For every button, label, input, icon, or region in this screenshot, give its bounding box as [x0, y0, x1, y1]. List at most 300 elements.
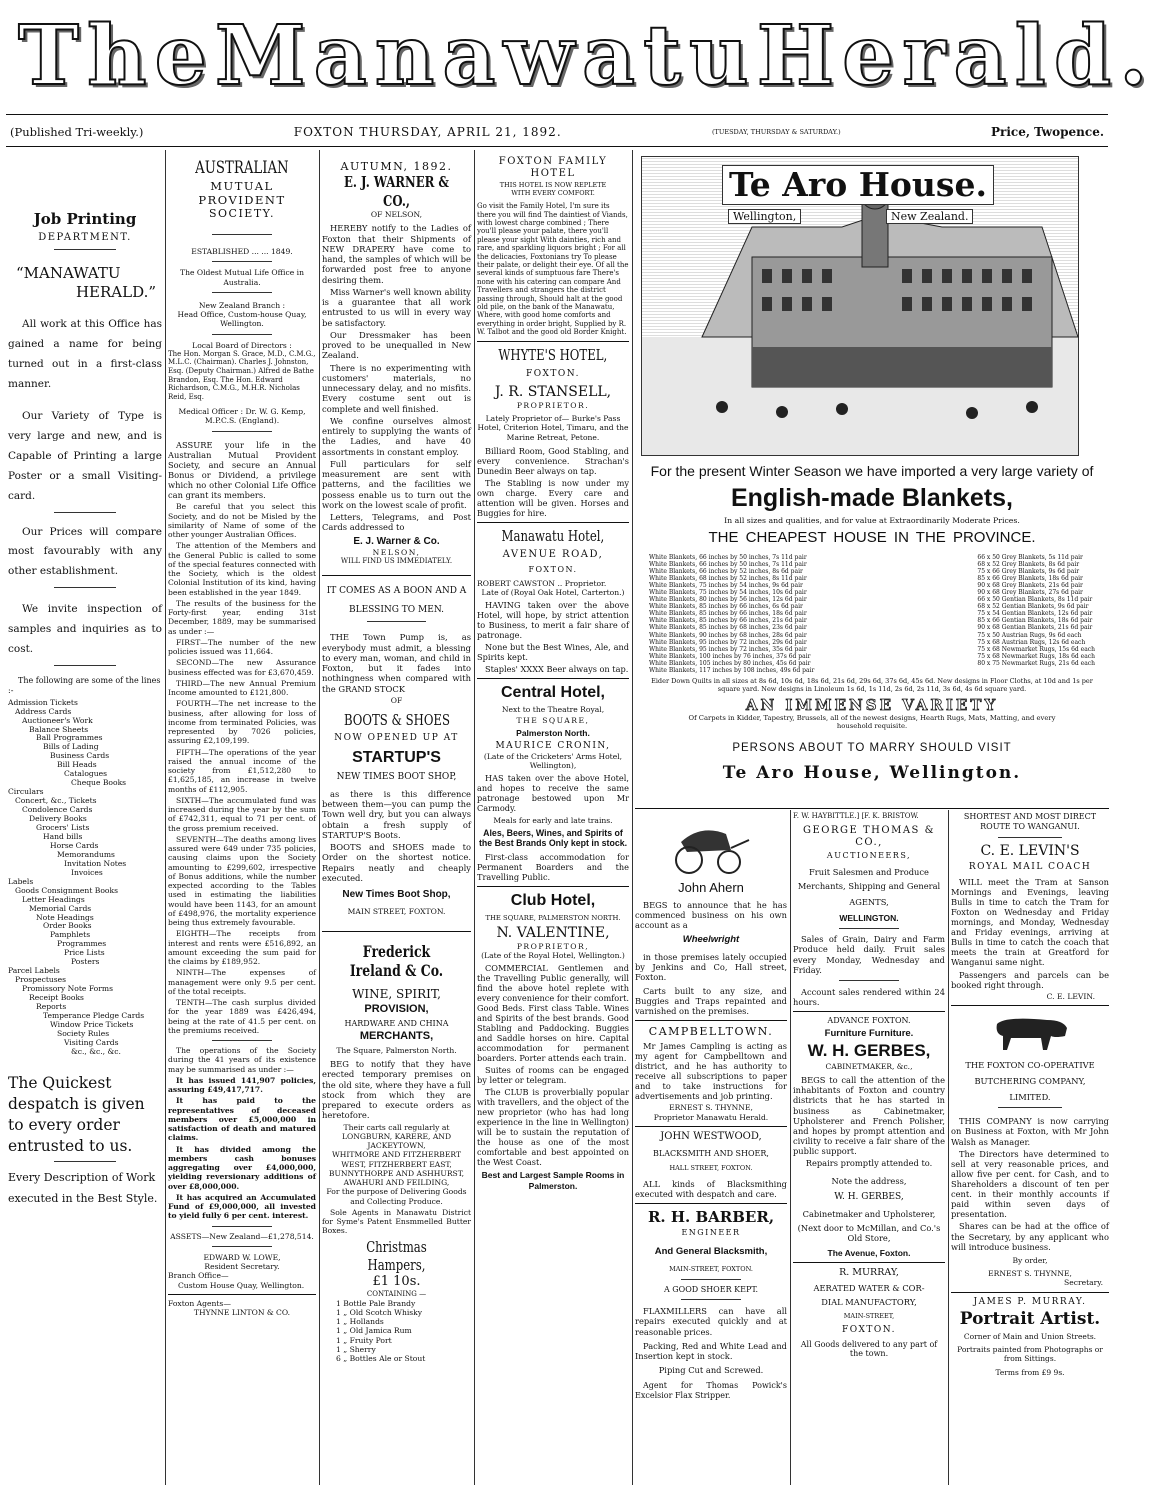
coop-secretary: Secretary. — [1064, 1278, 1103, 1288]
column-warner-startup-ireland — [322, 152, 471, 1482]
dateline-rule — [6, 146, 1108, 147]
club-valentine: N. VALENTINE, — [496, 924, 610, 941]
r-murray: R. MURRAY, — [839, 1266, 899, 1278]
grey-blanket-price: 90 x 68 Grey Blankets, 27s 6d pair — [977, 589, 1083, 597]
column-levin-coop-murray — [951, 812, 1109, 1482]
job-line-item: Note Headings — [36, 912, 94, 922]
column-job-printing — [8, 152, 162, 1482]
white-blanket-price: White Blankets, 105 inches by 80 inches, 45s 6d pair — [649, 659, 811, 667]
masthead-rule — [6, 114, 1108, 115]
masthead — [0, 0, 1156, 112]
startups: STARTUP'S — [352, 749, 441, 767]
bullock-icon — [985, 1010, 1075, 1056]
amp-australian: AUSTRALIAN — [195, 158, 289, 178]
murray-portraits: Portraits painted from Photographs or from Sittings. — [957, 1345, 1103, 1364]
publication-days: (TUESDAY, THURSDAY & SATURDAY.) — [711, 128, 841, 136]
cordial-factory: DIAL MANUFACTORY, — [821, 1296, 917, 1307]
grey-blanket-price: 85 x 66 Gentian Blankets, 18s 6d pair — [977, 617, 1093, 625]
job-line-item: Order Books — [43, 921, 92, 931]
ch-firstclass: First-class accommodation for Permanent Boarders and the Travelling Public. — [477, 852, 629, 883]
grey-blanket-price: 66 x 50 Grey Blankets, 5s 11d pair — [977, 553, 1083, 561]
column-rule — [474, 150, 475, 1485]
grey-blanket-price: 75 x 66 Grey Blankets, 9s 6d pair — [977, 567, 1080, 575]
white-blanket-price: White Blankets, 117 inches by 108 inches, 49s 6d pair — [649, 666, 815, 674]
hamper-item: 1 „ Old Jamica Rum — [336, 1326, 412, 1336]
amp-assets: ASSETS—New Zealand—£1,278,514. — [170, 1231, 314, 1241]
fi-provision: PROVISION, — [364, 1003, 429, 1016]
job-line-item: Circulars — [8, 787, 44, 797]
published-tri-weekly: (Published Tri-weekly.) — [10, 125, 144, 139]
job-line-item: Address Cards — [15, 706, 72, 716]
startup-of: OF — [390, 695, 403, 705]
job-p1: All work at this Office has gained a name for being turned out in a first-class manner. — [8, 318, 162, 390]
job-line-item: Delivery Books — [29, 814, 87, 824]
amp-s17: It has paid to the representatives of deceased members over £5,000,000 in satisfaction of death and matured claims. — [168, 1096, 316, 1143]
hamper-price: £1 10s. — [372, 1274, 421, 1290]
murray-terms: Terms from £9 9s. — [995, 1367, 1065, 1377]
job-line-item: Condolence Cards — [22, 805, 93, 815]
foxton-coop: THE FOXTON CO-OPERATIVE — [965, 1060, 1095, 1070]
town-pump: THE Town Pump is, as everybody must admit, a blessing to every man, woman, and child in Foxton, but it fades into nothingness when compared with the GRAND STOCK — [322, 632, 471, 694]
job-line-item: Invitation Notes — [64, 858, 127, 868]
ahern-carts: Carts built to any size, and Buggies and Traps repainted and varnished on the premises. — [635, 986, 787, 1017]
coop-limited: LIMITED. — [1009, 1092, 1051, 1103]
club-comm: COMMERCIAL Gentlemen and the Travelling Public generally, will find the above hotel replete with every convenience for their comfort. Good Beds. First class Table. Wines and Spirits of the best brands. Good Stabling and Paddocking. Buggies and Saddle horses on hire. Capital accommodation for permanent boarders. Porter attends each train. — [477, 963, 629, 1064]
column-hotels — [477, 152, 629, 1482]
warner-w6: Full particulars for self measurement are sent with patterns, and the facilities we possess enable us to turn out the work on the lowest scale of profit. — [322, 458, 471, 510]
warner-firm: E. J. WARNER & CO., — [343, 173, 450, 210]
job-line-item: Bill Heads — [57, 760, 97, 770]
mh-late: Late of (Royal Oak Hotel, Carterton.) — [481, 588, 625, 598]
warner-w2: Miss Warner's well known ability is a guarantee that all work entrusted to us will in every way be satisfactory. — [322, 286, 471, 328]
column-rule — [319, 150, 320, 1485]
amp-s2: Be careful that you select this Society, and do not be Misled by the similarity of Name of some of the other younger Australian Offices. — [168, 502, 316, 540]
amp-oldest: The Oldest Mutual Life Office in Australia. — [180, 268, 304, 287]
whytes-proprietor: PROPRIETOR. — [516, 400, 590, 410]
startup-p2: as there is this difference between them—you can pump the Town well dry, but you can always obtain a fresh supply of STARTUP'S Boots. — [322, 788, 471, 840]
column-amp-society — [168, 152, 316, 1482]
amp-mutual-provident: MUTUAL PROVIDENT — [198, 178, 286, 207]
gerbes-note: Note the address, — [831, 1176, 907, 1187]
job-line-item: Admission Tickets — [8, 697, 78, 707]
amp-board: Local Board of Directors : — [192, 340, 292, 350]
white-blanket-price: White Blankets, 95 inches by 72 inches, 29s 6d pair — [649, 638, 807, 646]
job-line-item: Pamphlets — [50, 930, 91, 940]
department-label: DEPARTMENT. — [38, 232, 132, 244]
campbelltown-text: Mr James Campling is acting as my agent for Campbelltown and district, and he has authority to receive all subscriptions to paper and to take instructions for advertisements and job printing. — [635, 1040, 787, 1102]
all-sizes: In all sizes and qualities, and for value at Extraordinarily Moderate Prices. — [724, 515, 1020, 525]
amp-head-office: Head Office, Custom-house Quay, Wellington. — [177, 310, 307, 329]
family-hotel-title: FOXTON FAMILY HOTEL — [498, 156, 608, 180]
murray-corner: Corner of Main and Union Streets. — [963, 1332, 1097, 1342]
mh-staples: Staples' XXXX Beer always on tap. — [485, 663, 629, 674]
mh-cawston: ROBERT CAWSTON .. Proprietor. — [477, 579, 607, 589]
grey-blankets-list — [977, 554, 1095, 674]
barber-blacksmith: And General Blacksmith, — [654, 1246, 768, 1258]
gerbes-next-door: (Next door to McMillan, and Co.'s Old Store, — [797, 1223, 941, 1244]
wheelwright: Wheelwright — [682, 934, 740, 946]
gerbes-avenue: The Avenue, Foxton. — [827, 1247, 911, 1258]
white-blanket-price: White Blankets, 68 inches by 52 inches, 8s 11d pair — [649, 574, 807, 582]
white-blankets-list — [649, 554, 814, 674]
te-aro-bottom-rule — [635, 808, 1109, 809]
warner-autumn: AUTUMN, 1892. — [340, 160, 453, 173]
powick-agent: Agent for Thomas Powick's Excelsior Flax Stripper. — [635, 1381, 787, 1400]
fi-square: The Square, Palmerston North. — [336, 1045, 457, 1055]
job-line-item: Parcel Labels — [8, 966, 60, 976]
te-aro-wellington-footer: Te Aro House, Wellington. — [722, 762, 1022, 783]
amp-foxton-agents-2: THYNNE LINTON & CO. — [193, 1308, 291, 1318]
amp-s12: EIGHTH—The receipts from interest and rents were £516,892, an amount exceeding the sum paid for the claims by £189,952. — [168, 929, 316, 967]
job-line-item: Temperance Pledge Cards — [43, 1011, 145, 1020]
boon-2: BLESSING TO MEN. — [348, 605, 444, 616]
column-rule — [165, 150, 166, 1485]
white-blanket-price: White Blankets, 66 inches by 50 inches, 7s 11d pair — [649, 553, 807, 561]
amp-s14: TENTH—The cash surplus divided for the year 1889 was £426,494, being at the rate of 41.5 per cent. on the premiums received. — [168, 998, 316, 1035]
good-shoer: A GOOD SHOER KEPT. — [663, 1284, 759, 1294]
job-p3: Our Prices will compare most favourably with any other establishment. — [8, 525, 162, 578]
gerbes-name2: W. H. GERBES, — [834, 1192, 904, 1203]
club-proprietor: PROPRIETOR, — [516, 941, 590, 951]
mh-foxton: FOXTON. — [528, 565, 578, 575]
amp-s11: SEVENTH—The deaths among lives assured were 649 under 735 policies, causing claims upon the Society amounting to £299,602, irrespective of Bonus additions, while the number expected according to the Tables used in estimating the liabilities would have been 1143, for an amount of £498,976, the mortality experience being thus extremely favourable. — [168, 834, 316, 928]
carpets: Of Carpets in Kidder, Tapestry, Brussels, all of the newest designs, Hearth Rugs, Mats, Matting, and every household requisite. — [688, 714, 1056, 731]
job-line-item: Visiting Cards — [64, 1037, 119, 1047]
herald-quote-1: “MANAWATU — [16, 264, 121, 283]
job-printing-heading: Job Printing — [33, 210, 137, 228]
ch-palmerston: Palmerston North. — [516, 727, 590, 738]
job-line-item: Society Rules — [57, 1028, 110, 1038]
whytes-lately: Lately Proprietor of— Burke's Pass Hotel, Criterion Hotel, Timaru, and the Marine Retreat, Petone. — [477, 414, 629, 442]
coop-thynne: ERNEST S. THYNNE, — [988, 1269, 1072, 1278]
grey-blanket-price: 66 x 50 Gentian Blankets, 8s 11d pair — [977, 596, 1093, 604]
thomas-accounts: Account sales rendered within 24 hours. — [793, 986, 945, 1007]
boots-shoes: BOOTS & SHOES — [343, 711, 450, 730]
grey-blanket-price: 75 x 68 Newmarket Rugs, 18s 6d each — [977, 652, 1095, 660]
amp-s7: THIRD—The new Annual Premium Income amounted to £121,800. — [168, 678, 316, 698]
barber-engineer: ENGINEER — [681, 1228, 741, 1238]
new-times-boot-shop: NEW TIMES BOOT SHOP, — [336, 771, 457, 782]
amp-s9: FIFTH—The operations of the year raised the annual income of the society from £1,512,280 to £1,625,185, an increase in twelve months of £112,905. — [168, 747, 316, 794]
fi-hardware: HARDWARE AND CHINA — [344, 1018, 449, 1028]
amp-sig1: EDWARD W. LOWE, — [203, 1252, 281, 1262]
murray-main-street: MAIN-STREET, — [843, 1311, 895, 1320]
amp-branch: New Zealand Branch : — [198, 300, 286, 310]
white-blanket-price: White Blankets, 66 inches by 52 inches, 8s 6d pair — [649, 567, 803, 575]
christmas-hampers: Christmas Hampers, — [366, 1237, 427, 1274]
barber-main-street: MAIN-STREET, FOXTON. — [669, 1264, 753, 1273]
murray-goods: All Goods delivered to any part of the town. — [800, 1339, 938, 1359]
ahern-begs: BEGS to announce that he has commenced business on his own account as a — [635, 899, 787, 931]
rh-barber: R. H. BARBER, — [647, 1208, 775, 1227]
amp-s6: SECOND—The new Assurance business effected was for £3,670,459. — [168, 658, 316, 677]
white-blanket-price: White Blankets, 85 inches by 66 inches, 6s 6d pair — [649, 603, 803, 611]
thomas-sales: Sales of Grain, Dairy and Farm Produce held daily. Fruit sales every Monday, Wednesday and Friday. — [793, 934, 945, 975]
job-line-item: Ball Programmes — [36, 733, 103, 743]
club-square: THE SQUARE, PALMERSTON NORTH. — [485, 913, 621, 922]
job-line-item: Programmes — [57, 939, 107, 949]
warner-will-find: WILL FIND US IMMEDIATELY. — [340, 556, 453, 565]
ch-ales: Ales, Beers, Wines, and Spirits of the Best Brands Only kept in stock. — [478, 827, 628, 849]
amp-branch-office-2: Custom House Quay, Wellington. — [178, 1280, 305, 1290]
amp-s1: ASSURE your life in the Australian Mutual Provident Society, and secure an Annual Bonus or Dividend, a privilege which no other Colonial Life Office can grant its members. — [168, 439, 316, 501]
grey-blanket-price: 75 x 50 Austrian Rugs, 9s 6d each — [977, 631, 1082, 639]
ch-cronin: MAURICE CRONIN, — [495, 740, 611, 751]
blanket-price-list — [635, 554, 1109, 674]
job-line-item: Memorial Cards — [29, 903, 92, 913]
warner-nelson: NELSON, — [372, 547, 421, 557]
thynne-title: Proprietor Manawatu Herald. — [653, 1112, 769, 1122]
te-aro-house-ad — [635, 152, 1109, 807]
job-line-item: Labels — [8, 876, 34, 886]
white-blanket-price: White Blankets, 80 inches by 56 inches, 12s 6d pair — [649, 596, 807, 604]
hamper-item: 6 „ Bottles Ale or Stout — [336, 1354, 426, 1364]
job-line-item: Concert, &c., Tickets — [15, 796, 97, 806]
grey-blanket-price: 75 x 54 Gentian Blankets, 12s 6d pair — [977, 610, 1093, 618]
gerbes-repairs: Repairs promptly attended to. — [805, 1158, 933, 1169]
auctioneers: AUCTIONEERS, — [826, 850, 912, 860]
job-line-item: Auctioneer's Work — [22, 715, 93, 725]
english-blankets: English-made Blankets, — [730, 484, 1014, 513]
family-hotel-comfort: WITH EVERY COMFORT. — [511, 189, 595, 198]
central-hotel: Central Hotel, — [500, 683, 605, 701]
gerbes-begs: BEGS to call the attention of the inhabitants of Foxton and country districts that he has started in business as Cabinetmaker, Upholsterer and French Polisher, and hopes by prompt attention and civility to receive a fair share of the public support. — [793, 1075, 945, 1156]
amp-sig2: Resident Secretary. — [204, 1262, 280, 1272]
advance-foxton: ADVANCE FOXTON. — [827, 1015, 911, 1025]
coop-directors: The Directors have determined to sell at very reasonable prices, and allow five per cent. for Cash, and to Shareholders a discount of ten per cent. in their monthly accounts if paid within seven days of presentation. — [951, 1148, 1109, 1220]
herald-quote-2: HERALD.” — [75, 282, 156, 301]
amp-branch-office: Branch Office— — [168, 1271, 229, 1281]
warner-of-nelson: OF NELSON, — [370, 210, 423, 219]
job-line-item: Prospectuses — [15, 975, 67, 985]
george-thomas: GEORGE THOMAS & CO., — [803, 824, 935, 848]
masthead-word-manawatu: Manawatu — [214, 8, 757, 104]
flaxmillers: FLAXMILLERS can have all repairs executed quickly and at reasonable prices. — [635, 1306, 787, 1337]
job-line-item: Invoices — [71, 867, 103, 877]
thynne-sig: ERNEST S. THYNNE, — [669, 1103, 753, 1113]
white-blanket-price: White Blankets, 85 inches by 66 inches, 18s 6d pair — [649, 610, 807, 618]
amp-s18: It has divided among the members cash bonuses aggregating over £4,000,000, yielding reversionary additions of over £8,000,000. — [168, 1144, 316, 1191]
hamper-item: 1 Bottle Pale Brandy — [336, 1298, 416, 1308]
te-aro-nz: New Zealand. — [886, 209, 973, 224]
job-line-item: Bills of Lading — [43, 742, 99, 752]
grey-blanket-price: 90 x 68 Gentian Blankets, 21s 6d pair — [977, 624, 1093, 632]
warner-w5: We confine ourselves almost entirely to supplying the wants of the Ladies, and have 40 assortments in constant employ. — [322, 415, 471, 457]
fi-f1: BEG to notify that they have erected temporary premises on the old site, where they have a full stock from which they are prepared to execute orders as heretofore. — [322, 1059, 471, 1121]
job-line-item: Hand bills — [43, 831, 83, 841]
job-p4: We invite inspection of samples and inquiries as to cost. — [8, 603, 162, 656]
job-line-item: Memorandums — [57, 849, 115, 859]
eider-down: Eider Down Quilts in all sizes at 8s 6d, 10s 6d, 18s 6d, 21s 6d, 29s 6d, 37s 6d, 45s 6d. New designs in Floor Cloths, at 10d and 1s per square yard. New designs in Linoleum 1s 6d, 1s 11d, 2s 6d, 2s 11d, 3s 6d, 4s 6d square yard. — [651, 677, 1093, 693]
grey-blanket-price: 80 x 75 Newmarket Rugs, 21s 6d each — [977, 659, 1095, 667]
job-line-item: Posters — [71, 957, 100, 967]
warner-w7: Letters, Telegrams, and Post Cards addressed to — [322, 512, 471, 533]
fi-f5: Sole Agents in Manawatu District for Syme's Patent Ensmmelled Butter Boxes. — [322, 1207, 471, 1236]
james-murray: JAMES P. MURRAY. — [973, 1296, 1087, 1307]
white-blanket-price: White Blankets, 100 inches by 76 inches, 37s 6d pair — [649, 652, 811, 660]
new-times-bold: New Times Boot Shop, — [342, 889, 451, 901]
campbelltown: CAMPBELLTOWN. — [648, 1025, 774, 1039]
whytes-stabling: The Stabling is now under my own charge. Every care and attention will be given. Horses and Buggies for hire. — [477, 477, 629, 518]
club-suites: Suites of rooms can be engaged by letter or telegram. — [477, 1065, 629, 1086]
thomas-wellington: WELLINGTON. — [839, 912, 899, 923]
mh-having: HAVING taken over the above Hotel, will hope, by strict attention to Business, to merit a fair share of patronage. — [477, 599, 629, 640]
startup-main-street: MAIN STREET, FOXTON. — [347, 907, 446, 917]
white-blanket-price: White Blankets, 66 inches by 50 inches, 7s 11d pair — [649, 560, 807, 568]
white-blanket-price: White Blankets, 75 inches by 54 inches, 9s 6d pair — [649, 582, 803, 589]
amp-s5: FIRST—The number of the new policies issued was 11,664. — [168, 637, 316, 657]
blacksmith-shoer: BLACKSMITH AND SHOER, — [653, 1149, 769, 1159]
levin-sig: C. E. LEVIN. — [1046, 991, 1095, 1001]
amp-s19: It has acquired an Accumulated Fund of £9,000,000, all invested to yield fully 6 per cent. interest. — [168, 1192, 316, 1221]
masthead-word-herald: Herald. — [756, 8, 1156, 104]
every-description: Every Description of Work executed in the Best Style. — [8, 1171, 158, 1206]
amp-foxton-agents: Foxton Agents— — [168, 1298, 231, 1308]
fruit-salesmen: Fruit Salesmen and Produce Merchants, Shipping and General — [797, 866, 941, 891]
levin-will: WILL meet the Tram at Sanson Mornings and Evenings, leaving Bulls in time to catch the Tram for Foxton on Wednesday and Friday mornings, and Monday, Wednesday and Friday evenings, arriving at Bulls in time to catch the coach that meets the train at Greatford for Wanganui same night. — [951, 876, 1109, 968]
fi-merchants: MERCHANTS, — [359, 1030, 434, 1043]
job-line-item: Receipt Books — [29, 993, 84, 1003]
hamper-item: 1 „ Fruity Port — [336, 1335, 392, 1345]
job-line-item: Balance Sheets — [29, 724, 89, 734]
lines-intro: The following are some of the lines :- — [8, 676, 161, 695]
job-line-item: Window Price Tickets — [50, 1019, 134, 1029]
hamper-item: 1 „ Old Scotch Whisky — [336, 1307, 423, 1317]
amp-directors: The Hon. Morgan S. Grace, M.D., C.M.G., M.L.C. (Chairman). Charles J. Johnston, Esq. (Deputy Chairman.) Alfred de Bathe Brandon, Esq. The Hon. Edward Richardson, C.M.G., M.H.R. Nicholas Reid, Esq. — [168, 349, 316, 401]
winter-season: For the present Winter Season we have imported a very large variety of — [650, 463, 1094, 479]
family-hotel-poem: Go visit the Family Hotel, I'm sure its there you will find The daintiest of Viands, with lowest charge combined ; There you'll please your palate, there you'll please your sight With dainties, rich and rare, and sparkling liquors bright ; For all the delicacies, Foxtonians try To please their palate, or delight their eye. Of all the several kinds of sumptuous fare There's none with his catering can compare And Travellers and strangers the district passing through, Should halt at the good old pile, on the bank of the Manawatu, Where, with good home comforts and everything in order bright, Supplied by R. W. Talbot and the good old Border Knight. — [477, 202, 629, 337]
date-place: FOXTON THURSDAY, APRIL 21, 1892. — [293, 125, 562, 139]
amp-s3: The attention of the Members and the General Public is called to some of the special features connected with the Society, which is the oldest Colonial Institution of its kind, having been established in the year 1849. — [168, 541, 316, 597]
warner-w3: Our Dressmaker has been proved to be unequalled in New Zealand. — [322, 329, 471, 361]
opened-up: NOW OPENED UP AT — [334, 733, 459, 744]
route-wanganui: ROUTE TO WANGANUI. — [980, 821, 1080, 831]
amp-s8: FOURTH—The net increase to the business, after allowing for loss of income from terminated Policies, was represented by 7026 policies, assuring £2,109,199. — [168, 699, 316, 746]
amp-s16: It has issued 141,907 policies, assuring £49,417,717. — [168, 1075, 316, 1095]
furniture: Furniture Furniture. — [824, 1027, 914, 1039]
fi-f2: Their carts call regularly at LONGBURN, KARERE, AND JACKEYTOWN, — [341, 1122, 452, 1151]
price: Price, Twopence. — [990, 125, 1104, 139]
job-line-item: Promissory Note Forms — [22, 984, 113, 994]
butchering-company: BUTCHERING COMPANY, — [974, 1076, 1086, 1087]
amp-s15: The operations of the Society during the 41 years of its existence may be summarised as under :— — [168, 1046, 316, 1074]
ce-levins: C. E. LEVIN'S — [980, 842, 1080, 859]
fi-f4: For the purpose of Delivering Goods and Collecting Produce. — [326, 1187, 467, 1206]
piping: Piping Cut and Screwed. — [658, 1364, 764, 1375]
column-rule — [790, 810, 791, 1485]
ch-meals: Meals for early and late trains. — [493, 816, 613, 826]
royal-mail-coach: ROYAL MAIL COACH — [968, 861, 1092, 872]
family-hotel-replete: THIS HOTEL IS NOW REPLETE — [499, 181, 607, 190]
masthead-title — [0, 6, 1156, 106]
job-line-item: Cheque Books — [71, 778, 127, 788]
warner-w1: HEREBY notify to the Ladies of Foxton that their Shipments of NEW DRAPERY have come to hand, the samples of which will be forwarded post free to anyone desiring them. — [322, 223, 471, 285]
white-blanket-price: White Blankets, 85 inches by 66 inches, 21s 6d pair — [649, 617, 807, 625]
job-line-item: Business Cards — [50, 751, 110, 761]
warner-w4: There is no experimenting with customers' materials, no unnecessary delay, and no misfits. Every costume sent out is complete and well finished. — [322, 362, 471, 414]
manawatu-hotel: Manawatu Hotel, — [501, 526, 605, 545]
club-late: (Late of the Royal Hotel, Wellington.) — [481, 951, 625, 961]
job-p2: Our Variety of Type is very large and new, and is Capable of Printing a large Poster or a small Visiting-card. — [8, 409, 162, 502]
cheapest-house: THE CHEAPEST HOUSE IN THE PROVINCE. — [708, 529, 1036, 547]
ch-has: HAS taken over the above Hotel, and hopes to receive the same patronage bestowed upon Mr Carmody. — [477, 773, 629, 814]
job-line-item: Price Lists — [64, 948, 105, 958]
column-thomas-gerbes-murray — [793, 812, 945, 1482]
ch-late: (Late of the Cricketers' Arms Hotel, Wellington), — [483, 751, 623, 771]
white-blanket-price: White Blankets, 75 inches by 54 inches, 10s 6d pair — [649, 589, 807, 597]
grey-blanket-price: 75 x 68 Newmarket Rugs, 15s 6d each — [977, 645, 1095, 653]
club-best: Best and Largest Sample Rooms in Palmerston. — [481, 1170, 625, 1191]
westwood-all: ALL kinds of Blacksmithing executed with despatch and care. — [635, 1178, 787, 1199]
hamper-list — [322, 1299, 471, 1364]
carriage-icon — [671, 822, 751, 876]
boon-1: IT COMES AS A BOON AND A — [326, 586, 467, 597]
john-ahern: John Ahern — [678, 880, 744, 895]
john-westwood: JOHN WESTWOOD, — [660, 1130, 762, 1142]
cabinetmaker: CABINETMAKER, &c., — [825, 1062, 913, 1072]
amp-society: SOCIETY. — [208, 206, 276, 220]
job-line-item: Letter Headings — [22, 894, 85, 904]
grey-blanket-price: 90 x 68 Grey Blankets, 21s 6d pair — [977, 582, 1083, 589]
amp-s10: SIXTH—The accumulated fund was increased during the year by the sum of £742,311, equal to 71 per cent. of the gross premium received. — [168, 795, 316, 833]
hamper-containing: CONTAINING — — [366, 1290, 427, 1299]
te-aro-house-title: Te Aro House. — [722, 165, 994, 205]
grey-blanket-price: 68 x 52 Grey Blankets, 8s 6d pair — [977, 560, 1080, 568]
dateline — [10, 121, 1104, 143]
job-line-item: Goods Consignment Books — [15, 885, 119, 895]
agents: AGENTS, — [849, 896, 889, 907]
startup-p3: BOOTS and SHOES made to Order on the shortest notice. Repairs neatly and cheaply executed. — [322, 842, 471, 883]
shortest-route: SHORTEST AND MOST DIRECT — [963, 812, 1097, 821]
frederick-ireland: Frederick Ireland & Co. — [349, 941, 444, 981]
ch-square: THE SQUARE, — [516, 716, 590, 726]
hamper-item: 1 „ Sherry — [336, 1344, 376, 1354]
whytes-foxton: FOXTON. — [526, 368, 580, 379]
te-aro-engraving — [641, 156, 1079, 456]
jr-stansell: J. R. STANSELL, — [494, 383, 612, 400]
grey-blanket-price: 85 x 66 Grey Blankets, 18s 6d pair — [977, 574, 1083, 582]
mh-none: None but the Best Wines, Ale, and Spirits kept. — [477, 641, 629, 662]
gerbes-upholsterer: Cabinetmaker and Upholsterer, — [802, 1209, 936, 1220]
column-ahern — [635, 812, 787, 1482]
avenue-road: AVENUE ROAD, — [502, 549, 604, 561]
coop-by-order: By order, — [1012, 1255, 1048, 1265]
warner-address: E. J. Warner & Co. — [353, 535, 440, 547]
column-rule — [632, 150, 633, 1485]
job-line-item: Grocers' Lists — [36, 822, 90, 832]
column-rule — [948, 810, 949, 1485]
job-line-item: &c., &c., &c. — [71, 1046, 121, 1056]
amp-medical: Medical Officer : Dr. W. G. Kemp, M.P.C.S. (England). — [178, 407, 306, 426]
job-line-item: Catalogues — [64, 769, 108, 779]
grey-blanket-price: 75 x 68 Austrian Rugs, 12s 6d each — [977, 638, 1086, 646]
levin-passengers: Passengers and parcels can be booked right through. — [951, 969, 1109, 990]
aerated-water: AERATED WATER & COR- — [813, 1282, 925, 1293]
white-blanket-price: White Blankets, 90 inches by 68 inches, 28s 6d pair — [649, 631, 807, 639]
packing: Packing, Red and White Lead and Insertion kept in stock. — [635, 1340, 787, 1361]
white-blanket-price: White Blankets, 95 inches by 72 inches, 35s 6d pair — [649, 645, 807, 653]
club-text: The CLUB is proverbially popular with travellers, and the object of the new proprietor (who has had long experience in the line in Wellington) will be to sustain the reputation of the house as one of the most comfortable and best appointed on the West Coast. — [477, 1087, 629, 1168]
amp-established: ESTABLISHED ... ... 1849. — [191, 247, 293, 257]
job-lines-list — [8, 699, 162, 1057]
club-hotel: Club Hotel, — [510, 892, 596, 910]
fi-wine-spirit: WINE, SPIRIT, — [352, 986, 441, 1001]
coop-this: THIS COMPANY is now carrying on Business at Foxton, with Mr John Walsh as Manager. — [951, 1116, 1109, 1147]
wh-gerbes: W. H. GERBES, — [807, 1041, 931, 1061]
portrait-artist: Portrait Artist. — [959, 1309, 1101, 1330]
persons-marry: PERSONS ABOUT TO MARRY SHOULD VISIT — [732, 741, 1012, 754]
haybittle-bristow: F. W. HAYBITTLE.] [F. K. BRISTOW. — [793, 812, 919, 820]
